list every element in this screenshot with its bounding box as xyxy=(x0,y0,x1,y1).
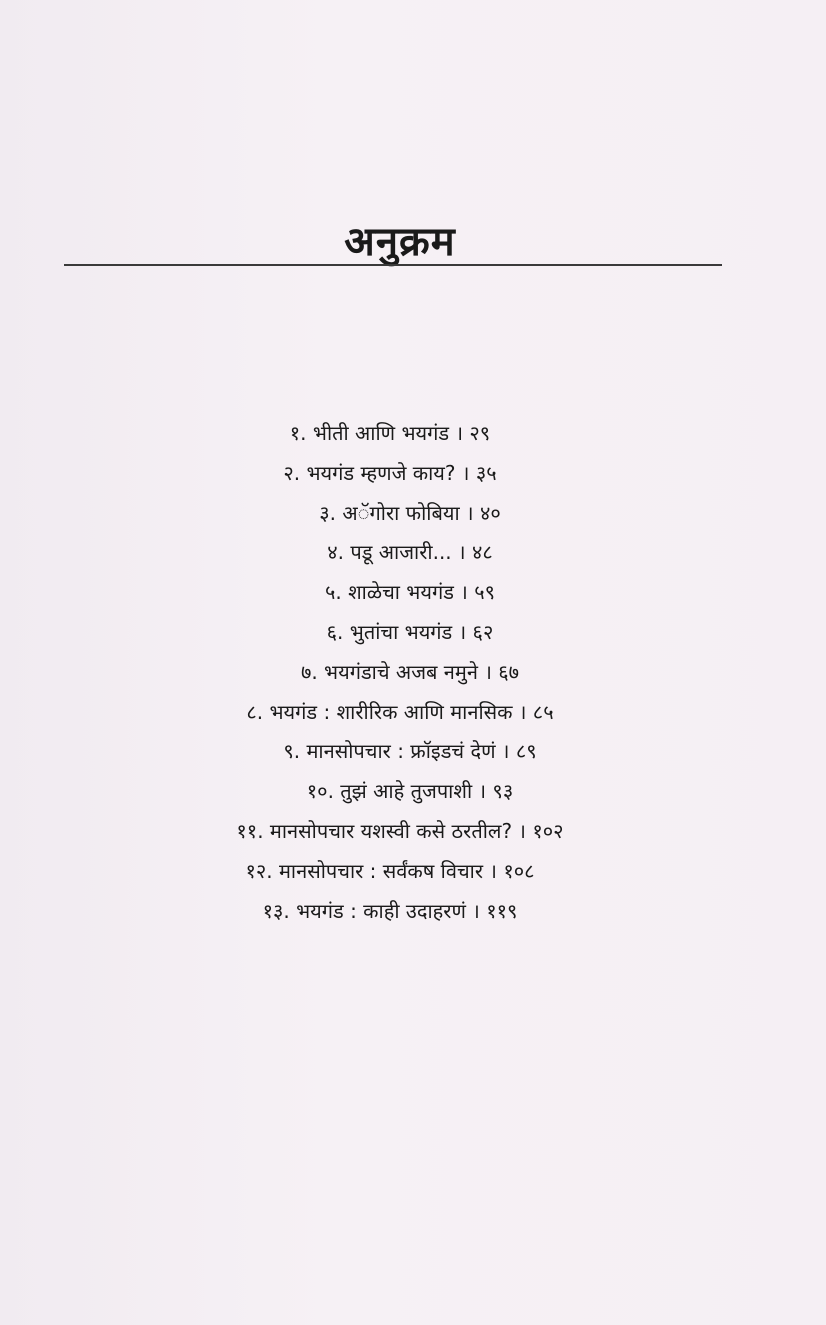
toc-entry: ४. पडू आजारी... । ४८ xyxy=(327,540,493,565)
toc-entry: ३. अॅगोरा फोबिया । ४० xyxy=(319,500,501,525)
toc-entry: ९. मानसोपचार : फ्रॉइडचं देणं । ८९ xyxy=(283,739,537,764)
toc-entry: ११. मानसोपचार यशस्वी कसे ठरतील? । १०२ xyxy=(236,818,564,843)
toc-entry: ५. शाळेचा भयगंड । ५९ xyxy=(324,580,496,605)
toc-entry: ६. भुतांचा भयगंड । ६२ xyxy=(326,619,494,644)
toc-entry: १३. भयगंड : काही उदाहरणं । ११९ xyxy=(262,898,518,923)
toc-entry: ८. भयगंड : शारीरिक आणि मानसिक । ८५ xyxy=(246,699,554,724)
toc-entry: २. भयगंड म्हणजे काय? । ३५ xyxy=(283,460,497,485)
toc-entry: १०. तुझं आहे तुजपाशी । ९३ xyxy=(306,779,514,804)
title-divider xyxy=(64,264,722,266)
toc-entry: १. भीती आणि भयगंड । २९ xyxy=(289,421,491,445)
table-of-contents xyxy=(0,414,800,931)
toc-entry: ७. भयगंडाचे अजब नमुने । ६७ xyxy=(300,659,520,684)
toc-entry: १२. मानसोपचार : सर्वंकष विचार । १०८ xyxy=(245,858,535,883)
page-title: अनुक्रम xyxy=(344,219,456,265)
